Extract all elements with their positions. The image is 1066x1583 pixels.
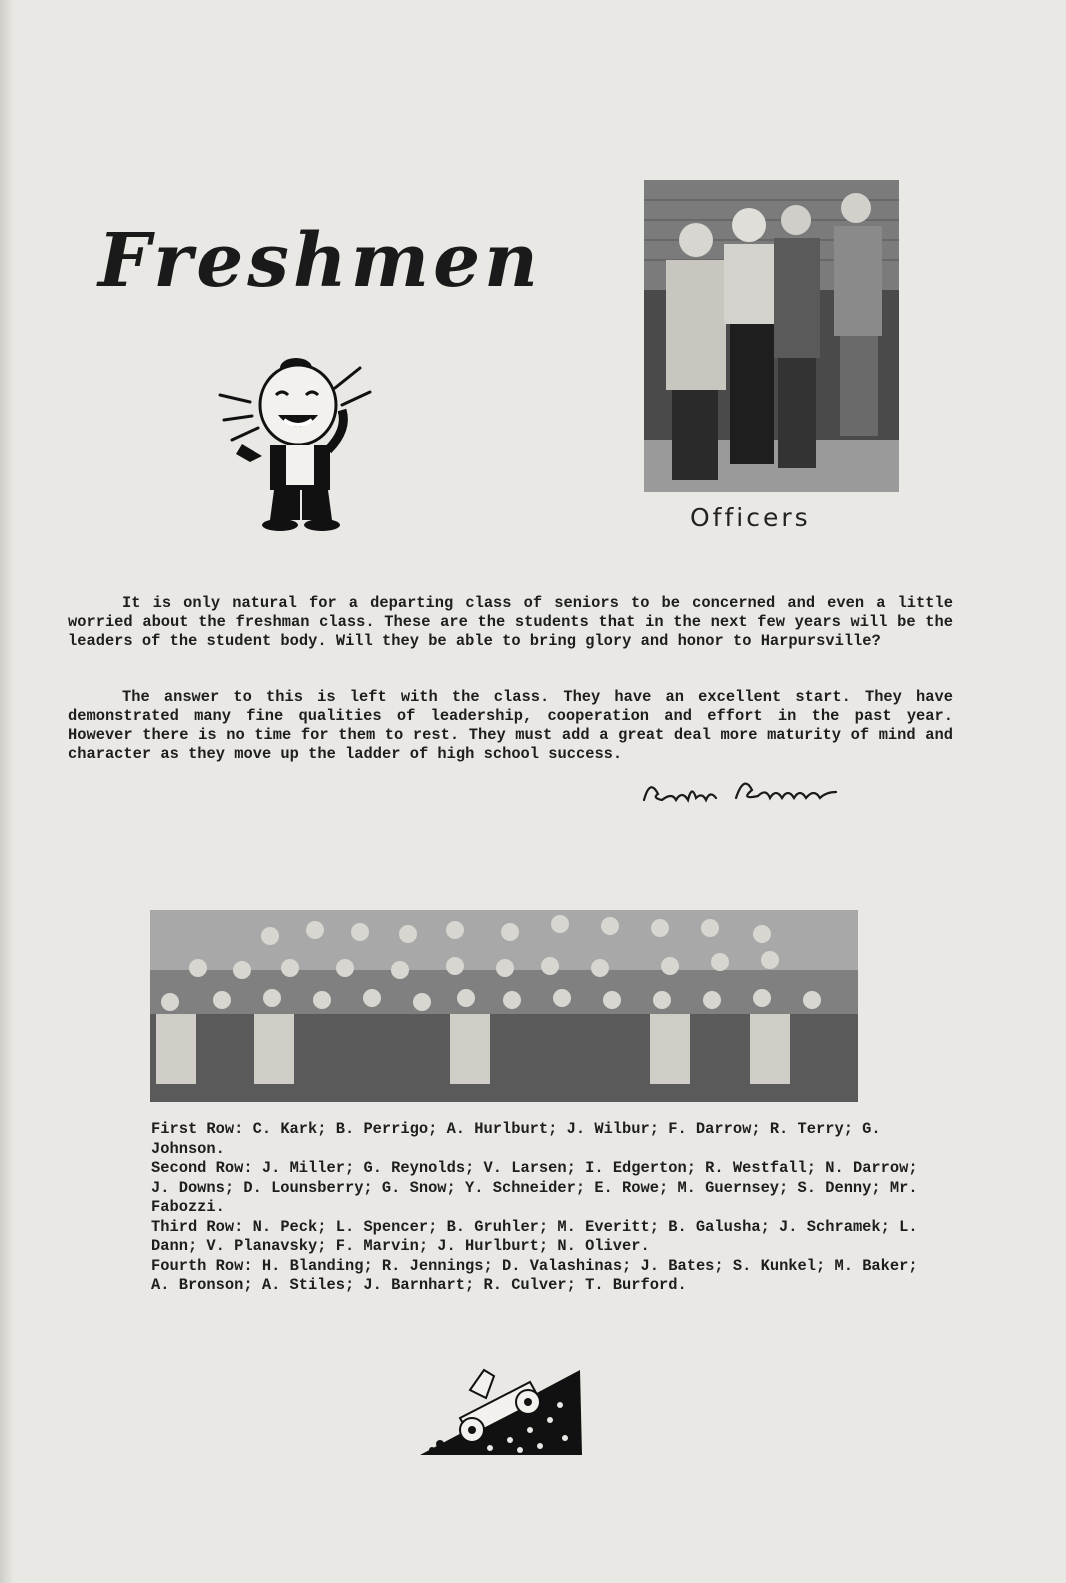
page-edge (0, 0, 14, 1583)
officers-caption: Officers (690, 503, 811, 532)
intro-paragraph-1: It is only natural for a departing class of seniors to be concerned and even a little worried about the freshman class. These are the students that in the next few years will be the leaders of the student body. Will they be able to bring glory and honor to Harpursville? (68, 594, 953, 650)
roster-row-names: N. Peck; L. Spencer; B. Gruhler; M. Everitt; B. Galusha; J. Schramek; L. Dann; V. Planavsky; F. Marvin; J. Hurlburt; N. Oliver. (151, 1217, 918, 1255)
officers-photo (644, 180, 899, 492)
roster-row-label: Third Row: (151, 1217, 244, 1236)
roster-row-label: First Row: (151, 1120, 244, 1138)
roster-row-label: Second Row: (151, 1159, 253, 1177)
roster-row-3 (151, 1218, 921, 1257)
class-roster (151, 1120, 921, 1296)
roster-row-1 (151, 1120, 921, 1159)
signature (640, 772, 880, 812)
roster-row-names: C. Kark; B. Perrigo; A. Hurlburt; J. Wilbur; F. Darrow; R. Terry; G. Johnson. (151, 1120, 881, 1158)
roster-row-2 (151, 1159, 921, 1218)
car-climbing-hill-illustration (420, 1360, 585, 1470)
page-title: Freshmen (98, 218, 542, 304)
roster-row-4 (151, 1257, 921, 1296)
intro-paragraph-2: The answer to this is left with the class. They have an excellent start. They have demonstrated many fine qualities of leadership, cooperation and effort in the past year. However there is no time for them to rest. They must add a great deal more maturity of mind and character as they move up the ladder of high school success. (68, 688, 953, 763)
shouting-boy-cartoon (210, 350, 380, 535)
roster-row-label: Fourth Row: (151, 1256, 253, 1275)
class-group-photo (150, 910, 858, 1102)
roster-row-names: H. Blanding; R. Jennings; D. Valashinas; J. Bates; S. Kunkel; M. Baker; A. Bronson; A. Stiles; J. Barnhart; R. Culver; T. Burford. (151, 1256, 918, 1294)
roster-row-names: J. Miller; G. Reynolds; V. Larsen; I. Edgerton; R. Westfall; N. Darrow; J. Downs; D. Lounsberry; G. Snow; Y. Schneider; E. Rowe; M. Guernsey; S. Denny; Mr. Fabozzi. (151, 1159, 918, 1216)
